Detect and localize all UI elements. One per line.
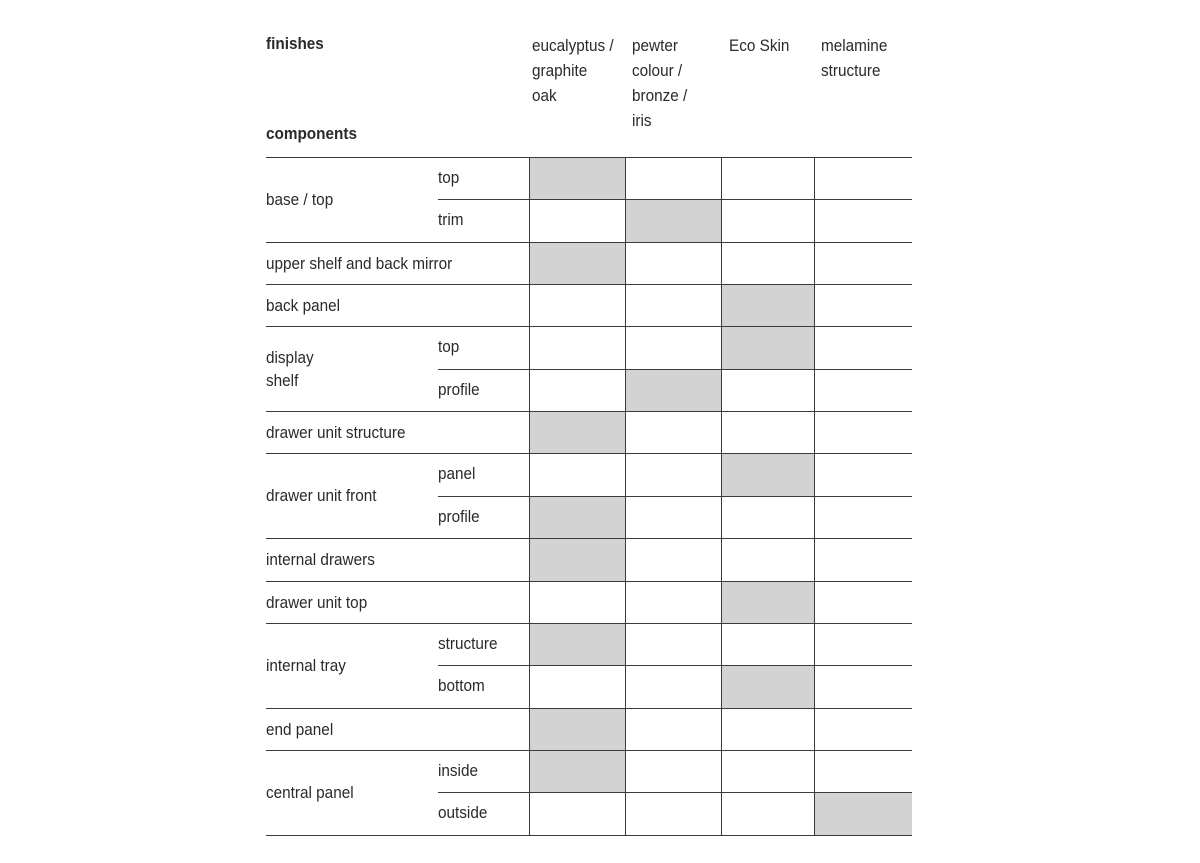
component-label: drawer unit top [266,592,368,612]
finish-swatch-eco [722,582,814,623]
component-label: back panel [266,295,341,315]
component-label: drawer unit front [266,486,377,505]
finish-swatch-pewter [626,200,721,242]
sub-component-label: top [438,168,460,187]
sub-row-divider [438,665,912,666]
finish-swatch-eucalyptus [530,751,625,792]
component-label: upper shelf and back mirror [266,253,453,273]
sub-component-label: panel [438,464,476,483]
finish-swatch-melamine [815,793,912,835]
finish-swatch-eco [722,454,814,496]
component-label: display shelf [266,347,314,390]
sub-component-label: outside [438,803,488,822]
finish-swatch-eco [722,285,814,326]
sub-component-label: trim [438,210,464,229]
finish-swatch-eucalyptus [530,412,625,453]
component-label: central panel [266,783,354,802]
component-label: internal tray [266,656,346,675]
sub-component-label: bottom [438,676,485,695]
finish-column-header-eucalyptus: eucalyptus / graphite oak [532,36,614,105]
sub-component-label: structure [438,634,498,653]
group-divider [266,284,912,285]
sub-component-label: profile [438,380,480,399]
finish-column-header-pewter: pewter colour / bronze / iris [632,36,688,130]
group-divider [266,326,912,327]
sub-component-label: profile [438,507,480,526]
table-bottom-border [266,835,912,836]
finish-swatch-pewter [626,370,721,411]
component-label: internal drawers [266,550,375,569]
finish-swatch-eucalyptus [530,497,625,538]
group-divider [266,581,912,582]
finish-swatch-eucalyptus [530,539,625,581]
finish-swatch-eucalyptus [530,709,625,750]
finish-column-header-eco: Eco Skin [729,36,790,55]
sub-component-label: inside [438,761,478,780]
component-label: end panel [266,719,334,739]
sub-row-divider [438,496,912,497]
finish-swatch-eucalyptus [530,243,625,284]
finishes-heading: finishes [266,34,324,53]
component-label: drawer unit structure [266,422,406,442]
sub-component-label: top [438,337,460,356]
finish-swatch-eco [722,666,814,708]
group-divider [266,453,912,454]
component-label: base / top [266,190,334,209]
components-heading: components [266,124,357,143]
finish-swatch-eco [722,327,814,369]
finish-swatch-eucalyptus [530,624,625,665]
finish-column-header-melamine: melamine structure [821,36,888,80]
finish-swatch-eucalyptus [530,158,625,199]
